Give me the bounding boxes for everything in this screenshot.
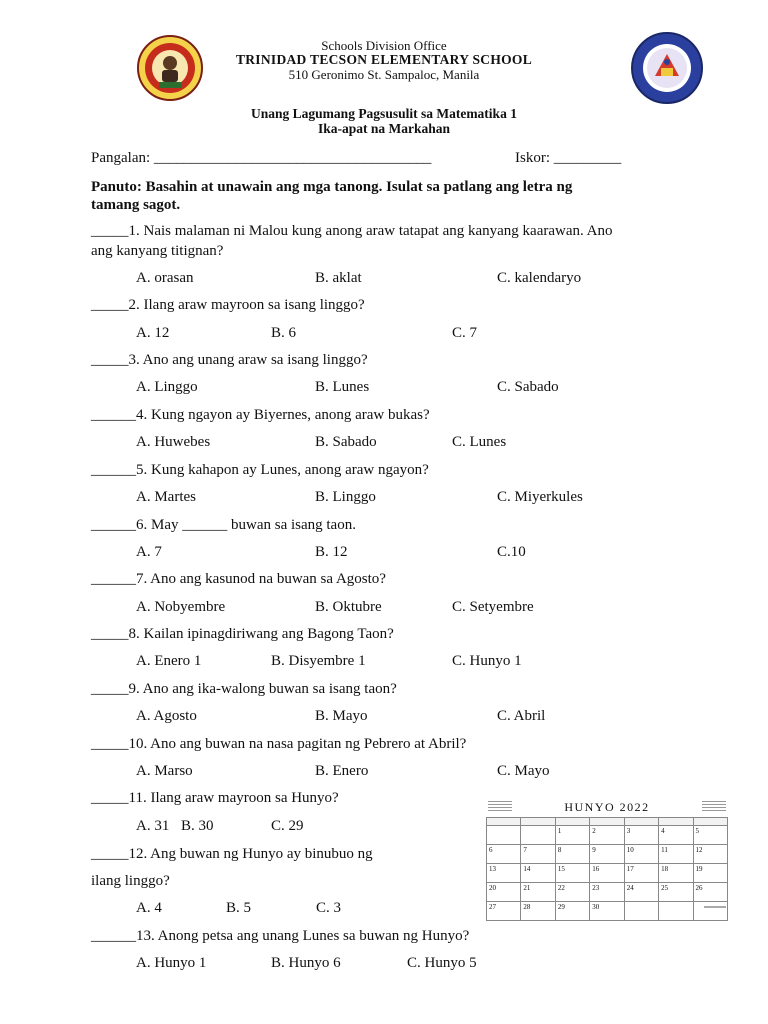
calendar-day: 16: [590, 864, 624, 883]
calendar-day: 2: [590, 826, 624, 845]
q11-choice-c: C. 29: [271, 818, 304, 834]
calendar-day: [659, 902, 693, 921]
question-11: _____11. Ilang araw mayroon sa Hunyo?: [91, 790, 339, 806]
calendar-day: 7: [521, 845, 555, 864]
calendar-day: 1: [555, 826, 589, 845]
calendar-day: 25: [659, 883, 693, 902]
calendar-day: 10: [624, 845, 658, 864]
question-8: _____8. Kailan ipinagdiriwang ang Bagong Taon?: [91, 626, 394, 642]
q11-choice-b: B. 30: [181, 818, 214, 834]
q1-choice-b: B. aklat: [315, 270, 362, 286]
calendar-day: 6: [487, 845, 521, 864]
q13-choice-c: C. Hunyo 5: [407, 955, 477, 971]
calendar-day: 30: [590, 902, 624, 921]
q8-choice-a: A. Enero 1: [136, 653, 202, 669]
q5-choice-a: A. Martes: [136, 489, 196, 505]
calendar-day: [693, 902, 727, 921]
q6-choice-c: C.10: [497, 544, 526, 560]
calendar-day: 22: [555, 883, 589, 902]
q9-choice-b: B. Mayo: [315, 708, 368, 724]
calendar-day: 9: [590, 845, 624, 864]
calendar-day: 14: [521, 864, 555, 883]
question-3: _____3. Ano ang unang araw sa isang linggo?: [91, 352, 368, 368]
q2-choice-b: B. 6: [271, 325, 297, 341]
calendar-day: 20: [487, 883, 521, 902]
next-month-mini-calendar: [702, 799, 726, 815]
q13-choice-a: A. Hunyo 1: [136, 955, 207, 971]
question-1-cont: ang kanyang titignan?: [91, 243, 224, 259]
calendar-day: 23: [590, 883, 624, 902]
q7-choice-c: C. Setyembre: [452, 599, 534, 615]
q6-choice-a: A. 7: [136, 544, 162, 560]
calendar-grid: [486, 817, 728, 921]
q3-choice-b: B. Lunes: [315, 379, 370, 395]
question-6: ______6. May ______ buwan sa isang taon.: [91, 517, 356, 533]
question-13: ______13. Anong petsa ang unang Lunes sa buwan ng Hunyo?: [91, 928, 470, 944]
school-name: TRINIDAD TECSON ELEMENTARY SCHOOL: [235, 52, 533, 67]
q11-choice-a: A. 31: [136, 818, 170, 834]
calendar-week: [487, 826, 728, 845]
calendar-day: 24: [624, 883, 658, 902]
calendar-week: [487, 883, 728, 902]
calendar-day: [624, 902, 658, 921]
calendar-day: 8: [555, 845, 589, 864]
calendar-day: 26: [693, 883, 727, 902]
q12-choice-b: B. 5: [226, 900, 252, 916]
q2-choice-a: A. 12: [136, 325, 170, 341]
q12-choice-c: C. 3: [316, 900, 342, 916]
calendar-day: 11: [659, 845, 693, 864]
q3-choice-c: C. Sabado: [497, 379, 559, 395]
q1-choice-a: A. orasan: [136, 270, 194, 286]
q9-choice-c: C. Abril: [497, 708, 546, 724]
calendar-title: HUNYO 2022: [564, 800, 650, 814]
q6-choice-b: B. 12: [315, 544, 348, 560]
q1-choice-c: C. kalendaryo: [497, 270, 582, 286]
calendar-day: [487, 826, 521, 845]
calendar-day: 4: [659, 826, 693, 845]
calendar-day: 17: [624, 864, 658, 883]
question-9: _____9. Ano ang ika-walong buwan sa isang taon?: [91, 681, 397, 697]
calendar-day: 29: [555, 902, 589, 921]
quarter-title: Ika-apat na Markahan: [317, 121, 451, 136]
question-10: _____10. Ano ang buwan na nasa pagitan ng Pebrero at Abril?: [91, 736, 467, 752]
q7-choice-b: B. Oktubre: [315, 599, 382, 615]
june-calendar: [484, 797, 730, 913]
q2-choice-c: C. 7: [452, 325, 478, 341]
q10-choice-b: B. Enero: [315, 763, 369, 779]
q13-choice-b: B. Hunyo 6: [271, 955, 341, 971]
q4-choice-a: A. Huwebes: [136, 434, 211, 450]
calendar-day: 5: [693, 826, 727, 845]
calendar-day: 15: [555, 864, 589, 883]
q10-choice-a: A. Marso: [136, 763, 193, 779]
calendar-day: 12: [693, 845, 727, 864]
test-title: Unang Lagumang Pagsusulit sa Matematika 1: [251, 106, 517, 121]
q12-choice-a: A. 4: [136, 900, 162, 916]
calendar-day: [521, 826, 555, 845]
q4-choice-c: C. Lunes: [452, 434, 507, 450]
question-7: ______7. Ano ang kasunod na buwan sa Agosto?: [91, 571, 386, 587]
calendar-day: 19: [693, 864, 727, 883]
calendar-week: [487, 845, 728, 864]
instructions-line2: tamang sagot.: [91, 197, 181, 213]
calendar-week: [487, 864, 728, 883]
question-1: _____1. Nais malaman ni Malou kung anong araw tatapat ang kanyang kaarawan. Ano: [91, 223, 613, 239]
q8-choice-c: C. Hunyo 1: [452, 653, 522, 669]
calendar-week: [487, 902, 728, 921]
school-address: 510 Geronimo St. Sampaloc, Manila: [288, 67, 480, 82]
q3-choice-a: A. Linggo: [136, 379, 198, 395]
calendar-day: 28: [521, 902, 555, 921]
score-field[interactable]: Iskor: _________: [515, 150, 622, 166]
question-12-cont: ilang linggo?: [91, 873, 170, 889]
calendar-day: 3: [624, 826, 658, 845]
question-5: ______5. Kung kahapon ay Lunes, anong araw ngayon?: [91, 462, 429, 478]
question-2: _____2. Ilang araw mayroon sa isang linggo?: [91, 297, 365, 313]
calendar-day: 18: [659, 864, 693, 883]
question-12: _____12. Ang buwan ng Hunyo ay binubuo ng: [91, 846, 373, 862]
question-4: ______4. Kung ngayon ay Biyernes, anong araw bukas?: [91, 407, 430, 423]
q7-choice-a: A. Nobyembre: [136, 599, 226, 615]
q5-choice-b: B. Linggo: [315, 489, 376, 505]
instructions-line1: Panuto: Basahin at unawain ang mga tanong. Isulat sa patlang ang letra ng: [91, 179, 573, 195]
calendar-day: 13: [487, 864, 521, 883]
q8-choice-b: B. Disyembre 1: [271, 653, 366, 669]
name-field[interactable]: Pangalan: _____________________________________: [91, 150, 432, 166]
calendar-day: 27: [487, 902, 521, 921]
q4-choice-b: B. Sabado: [315, 434, 377, 450]
division-office: Schools Division Office: [321, 38, 447, 53]
calendar-day: 21: [521, 883, 555, 902]
q9-choice-a: A. Agosto: [136, 708, 197, 724]
q5-choice-c: C. Miyerkules: [497, 489, 583, 505]
q10-choice-c: C. Mayo: [497, 763, 550, 779]
calendar-footer-mark: [704, 906, 726, 908]
